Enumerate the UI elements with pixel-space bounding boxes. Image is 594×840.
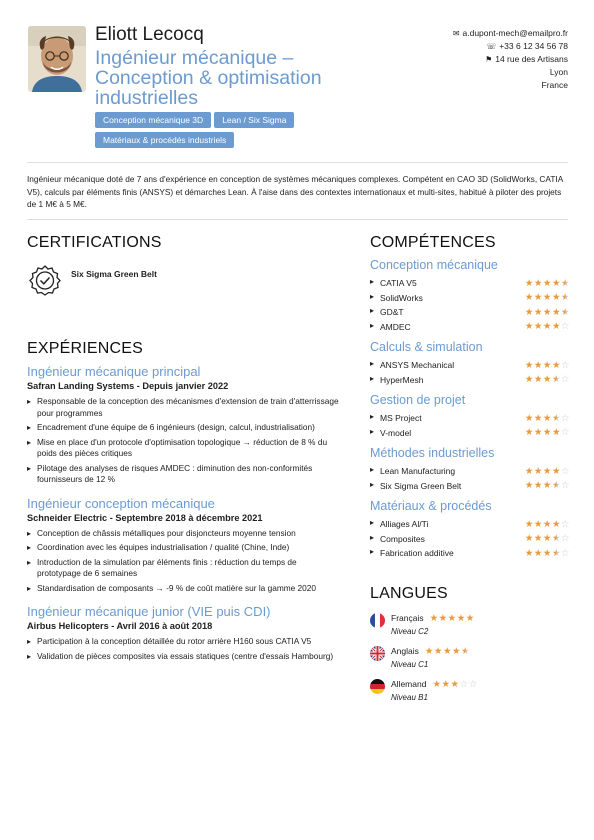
star-full-icon: ★: [524, 412, 534, 424]
star-full-icon: ★: [524, 306, 534, 318]
rating-stars: [525, 307, 570, 318]
skill-row: [370, 373, 570, 388]
certification-item: [27, 264, 342, 300]
star-full-icon: ★: [542, 480, 552, 492]
languages-list: [370, 613, 570, 702]
job-entry-company: Airbus Helicopters - Avril 2016 à août 2018: [27, 621, 213, 631]
profile-summary: Ingénieur mécanique doté de 7 ans d'expérience en conception de systèmes mécaniques complexes. Compétent en CAO 3D (SolidWorks, CATIA V5), calculs par éléments finis (ANSYS) et démarches Lean. À l'aise dans des contextes internationaux et multi-sites, habitué à piloter des projets de 1 M€ à 5 M€.: [27, 162, 568, 220]
language-top: [391, 613, 475, 624]
language-level: Niveau B1: [391, 692, 428, 702]
skill-name: ▸ Lean Manufacturing: [380, 466, 456, 477]
skill-name: ▸ HyperMesh: [380, 374, 424, 385]
skill-name: ▸ AMDEC: [380, 321, 411, 332]
star-full-icon: ★: [551, 359, 561, 371]
job-entry-title: Ingénieur conception mécanique: [27, 495, 215, 511]
contact-email[interactable]: a.dupont-mech@emailpro.fr: [462, 28, 568, 38]
star-full-icon: ★: [551, 518, 561, 530]
star-full-icon: ★: [542, 412, 552, 424]
rating-stars: [430, 613, 475, 624]
skill-group-title: Calculs & simulation: [370, 340, 483, 354]
skill-row: [370, 276, 570, 291]
star-full-icon: ★: [524, 547, 534, 559]
language-row: [370, 613, 570, 636]
star-full-icon: ★: [533, 465, 543, 477]
star-full-icon: ★: [438, 612, 448, 624]
star-full-icon: ★: [533, 547, 543, 559]
envelope-icon: ✉: [452, 29, 460, 38]
star-full-icon: ★: [533, 277, 543, 289]
star-empty-icon: ☆: [560, 374, 570, 386]
star-full-icon: ★: [551, 306, 561, 318]
skill-row: [370, 517, 570, 532]
language-level: Niveau C2: [391, 626, 429, 636]
job-bullet: ▸ Participation à la conception détaillée du rotor arrière H160 sous CATIA V5: [27, 636, 342, 648]
skill-name: ▸ V-model: [380, 427, 412, 438]
star-full-icon: ★: [524, 427, 534, 439]
star-full-icon: ★: [524, 359, 534, 371]
star-full-icon: ★: [542, 427, 552, 439]
star-half-icon: ★: [461, 645, 471, 657]
star-empty-icon: ☆: [560, 480, 570, 492]
star-full-icon: ★: [429, 612, 439, 624]
skill-row: [370, 546, 570, 561]
star-full-icon: ★: [465, 612, 475, 624]
rating-stars: [525, 427, 570, 438]
star-full-icon: ★: [551, 321, 561, 333]
contact-city: Lyon: [549, 67, 568, 77]
star-half-icon: ★: [551, 480, 561, 492]
star-full-icon: ★: [551, 465, 561, 477]
job-entry: [27, 496, 342, 595]
star-full-icon: ★: [551, 277, 561, 289]
star-full-icon: ★: [524, 374, 534, 386]
location-pin-icon: ⚑: [485, 55, 493, 64]
skill-name: ▸ Six Sigma Green Belt: [380, 480, 462, 491]
star-full-icon: ★: [441, 678, 451, 690]
language-info: [391, 679, 478, 702]
star-full-icon: ★: [542, 533, 552, 545]
star-empty-icon: ☆: [560, 465, 570, 477]
skill-group: [370, 340, 570, 387]
rating-stars: [525, 480, 570, 491]
star-half-icon: ★: [551, 412, 561, 424]
skill-row: [370, 411, 570, 426]
star-full-icon: ★: [524, 518, 534, 530]
star-full-icon: ★: [533, 374, 543, 386]
star-full-icon: ★: [542, 306, 552, 318]
experiences-heading: EXPÉRIENCES: [27, 340, 144, 357]
star-full-icon: ★: [533, 306, 543, 318]
contact-block: [453, 27, 568, 92]
star-full-icon: ★: [533, 412, 543, 424]
star-full-icon: ★: [551, 427, 561, 439]
skill-name: ▸ Composites: [380, 533, 425, 544]
skills-list: [370, 258, 570, 561]
tag: Lean / Six Sigma: [214, 112, 294, 128]
job-bullet: ▸ Conception de châssis métalliques pour disjoncteurs moyenne tension: [27, 528, 342, 540]
star-full-icon: ★: [433, 645, 443, 657]
star-empty-icon: ☆: [560, 547, 570, 559]
skill-name: ▸ Fabrication additive: [380, 548, 454, 559]
skill-row: [370, 479, 570, 494]
profile-photo: [28, 26, 86, 92]
star-full-icon: ★: [524, 321, 534, 333]
star-half-icon: ★: [551, 547, 561, 559]
tag: Conception mécanique 3D: [95, 112, 211, 128]
star-empty-icon: ☆: [560, 518, 570, 530]
star-full-icon: ★: [542, 465, 552, 477]
skill-name: ▸ GD&T: [380, 307, 404, 318]
certificate-badge-icon: [27, 264, 63, 300]
gb-flag-icon: [370, 646, 385, 661]
star-full-icon: ★: [542, 547, 552, 559]
skill-group-title: Méthodes industrielles: [370, 446, 495, 460]
language-top: [391, 646, 470, 657]
skill-name: ▸ CATIA V5: [380, 278, 417, 289]
job-bullet: ▸ Validation de pièces composites via essais statiques (centre d'essais Hambourg): [27, 651, 342, 663]
contact-address: 14 rue des Artisans: [495, 54, 568, 64]
star-full-icon: ★: [524, 480, 534, 492]
skill-row: [370, 291, 570, 306]
job-bullet-list: [27, 636, 342, 662]
star-full-icon: ★: [533, 292, 543, 304]
language-name: Anglais: [391, 646, 419, 656]
skill-name: ▸ SolidWorks: [380, 292, 423, 303]
star-full-icon: ★: [533, 427, 543, 439]
star-empty-icon: ☆: [560, 533, 570, 545]
skills-heading: COMPÉTENCES: [370, 234, 496, 251]
star-full-icon: ★: [447, 612, 457, 624]
star-full-icon: ★: [551, 292, 561, 304]
star-full-icon: ★: [542, 277, 552, 289]
skill-group-title: Gestion de projet: [370, 393, 466, 407]
skill-group-title: Conception mécanique: [370, 258, 498, 272]
star-full-icon: ★: [524, 533, 534, 545]
language-info: [391, 646, 470, 669]
skill-group: [370, 499, 570, 561]
star-full-icon: ★: [542, 518, 552, 530]
job-entry-company: Safran Landing Systems - Depuis janvier 2022: [27, 381, 229, 391]
language-level: Niveau C1: [391, 659, 429, 669]
skill-group: [370, 393, 570, 440]
job-entry-title: Ingénieur mécanique junior (VIE puis CDI): [27, 604, 271, 619]
job-bullet: ▸ Pilotage des analyses de risques AMDEC : diminution des non-conformités fournisseurs de 12 %: [27, 463, 342, 486]
star-full-icon: ★: [456, 612, 466, 624]
star-half-icon: ★: [551, 533, 561, 545]
job-bullet: ▸ Standardisation de composants → -9 % de coût matière sur la gamme 2020: [27, 583, 342, 595]
rating-stars: [525, 533, 570, 544]
job-title: Ingénieur mécanique – Conception & optimisation industrielles: [95, 47, 322, 109]
job-entry: [27, 604, 342, 662]
star-full-icon: ★: [524, 292, 534, 304]
job-entry-company: Schneider Electric - Septembre 2018 à décembre 2021: [27, 512, 263, 523]
rating-stars: [525, 548, 570, 559]
star-empty-icon: ☆: [459, 678, 469, 690]
de-flag-icon: [370, 679, 385, 694]
contact-phone[interactable]: +33 6 12 34 56 78: [499, 41, 568, 51]
star-full-icon: ★: [524, 277, 534, 289]
rating-stars: [525, 360, 570, 371]
star-empty-icon: ☆: [560, 359, 570, 371]
star-full-icon: ★: [533, 359, 543, 371]
right-column: [370, 234, 570, 702]
star-full-icon: ★: [451, 645, 462, 657]
star-full-icon: ★: [450, 678, 460, 690]
job-bullet: ▸ Responsable de la conception des mécanismes d'extension de train d'atterrissage pour programmes: [27, 396, 342, 419]
star-half-icon: ★: [560, 277, 570, 289]
rating-stars: [525, 413, 570, 424]
skill-group: [370, 258, 570, 334]
job-bullet: ▸ Coordination avec les équipes industrialisation / qualité (Chine, Inde): [27, 542, 342, 554]
star-half-icon: ★: [560, 306, 570, 318]
job-bullet: ▸ Encadrement d'une équipe de 6 ingénieurs (design, calcul, industrialisation): [27, 422, 342, 434]
language-name: Français: [391, 613, 424, 623]
rating-stars: [525, 466, 570, 477]
rating-stars: [432, 679, 477, 690]
star-full-icon: ★: [432, 678, 442, 690]
languages-heading: LANGUES: [370, 584, 448, 602]
star-full-icon: ★: [542, 359, 552, 371]
star-half-icon: ★: [551, 374, 561, 386]
skill-row: [370, 305, 570, 320]
job-bullet: ▸ Mise en place d'un protocole d'optimisation topologique → réduction de 8 % du poids des pièces critiques: [27, 437, 342, 460]
star-empty-icon: ☆: [560, 412, 570, 424]
skill-name: ▸ MS Project: [380, 413, 422, 424]
star-full-icon: ★: [542, 292, 552, 304]
star-empty-icon: ☆: [560, 427, 570, 439]
skill-row: [370, 358, 570, 373]
job-list: [27, 364, 342, 662]
rating-stars: [525, 292, 570, 303]
skill-row: [370, 464, 570, 479]
job-bullet: ▸ Introduction de la simulation par éléments finis : réduction du temps de prototypage de 6 semaines: [27, 557, 342, 580]
star-empty-icon: ☆: [468, 678, 478, 690]
star-full-icon: ★: [442, 645, 452, 657]
person-name: Eliott Lecocq: [95, 24, 204, 45]
job-bullet-list: [27, 396, 342, 486]
star-full-icon: ★: [533, 480, 543, 492]
job-entry: [27, 364, 342, 486]
star-full-icon: ★: [533, 321, 543, 333]
star-full-icon: ★: [524, 465, 534, 477]
language-row: [370, 679, 570, 702]
tag-list: [95, 112, 365, 148]
rating-stars: [525, 278, 570, 289]
contact-country: France: [541, 80, 568, 90]
star-full-icon: ★: [533, 518, 543, 530]
certification-label: Six Sigma Green Belt: [71, 269, 157, 279]
tag: Matériaux & procédés industriels: [95, 132, 234, 148]
skill-group-title: Matériaux & procédés: [370, 499, 492, 513]
rating-stars: [425, 646, 470, 657]
left-column: [27, 234, 342, 665]
rating-stars: [525, 321, 570, 332]
rating-stars: [525, 519, 570, 530]
rating-stars: [525, 374, 570, 385]
star-full-icon: ★: [424, 645, 434, 657]
skill-row: [370, 320, 570, 335]
skill-group: [370, 446, 570, 493]
star-full-icon: ★: [542, 321, 552, 333]
fr-flag-icon: [370, 613, 385, 628]
language-row: [370, 646, 570, 669]
star-full-icon: ★: [533, 533, 543, 545]
job-bullet-list: [27, 528, 342, 595]
star-half-icon: ★: [560, 292, 570, 304]
language-name: Allemand: [391, 679, 427, 689]
language-info: [391, 613, 475, 636]
language-top: [391, 679, 478, 690]
star-empty-icon: ☆: [560, 321, 570, 333]
skill-row: [370, 532, 570, 547]
certifications-heading: CERTIFICATIONS: [27, 234, 162, 251]
skill-name: ▸ Alliages Al/Ti: [380, 519, 429, 530]
star-full-icon: ★: [542, 374, 552, 386]
job-entry-title: Ingénieur mécanique principal: [27, 364, 201, 379]
skill-name: ▸ ANSYS Mechanical: [380, 360, 455, 371]
phone-icon: ☏: [486, 42, 497, 51]
skill-row: [370, 426, 570, 441]
